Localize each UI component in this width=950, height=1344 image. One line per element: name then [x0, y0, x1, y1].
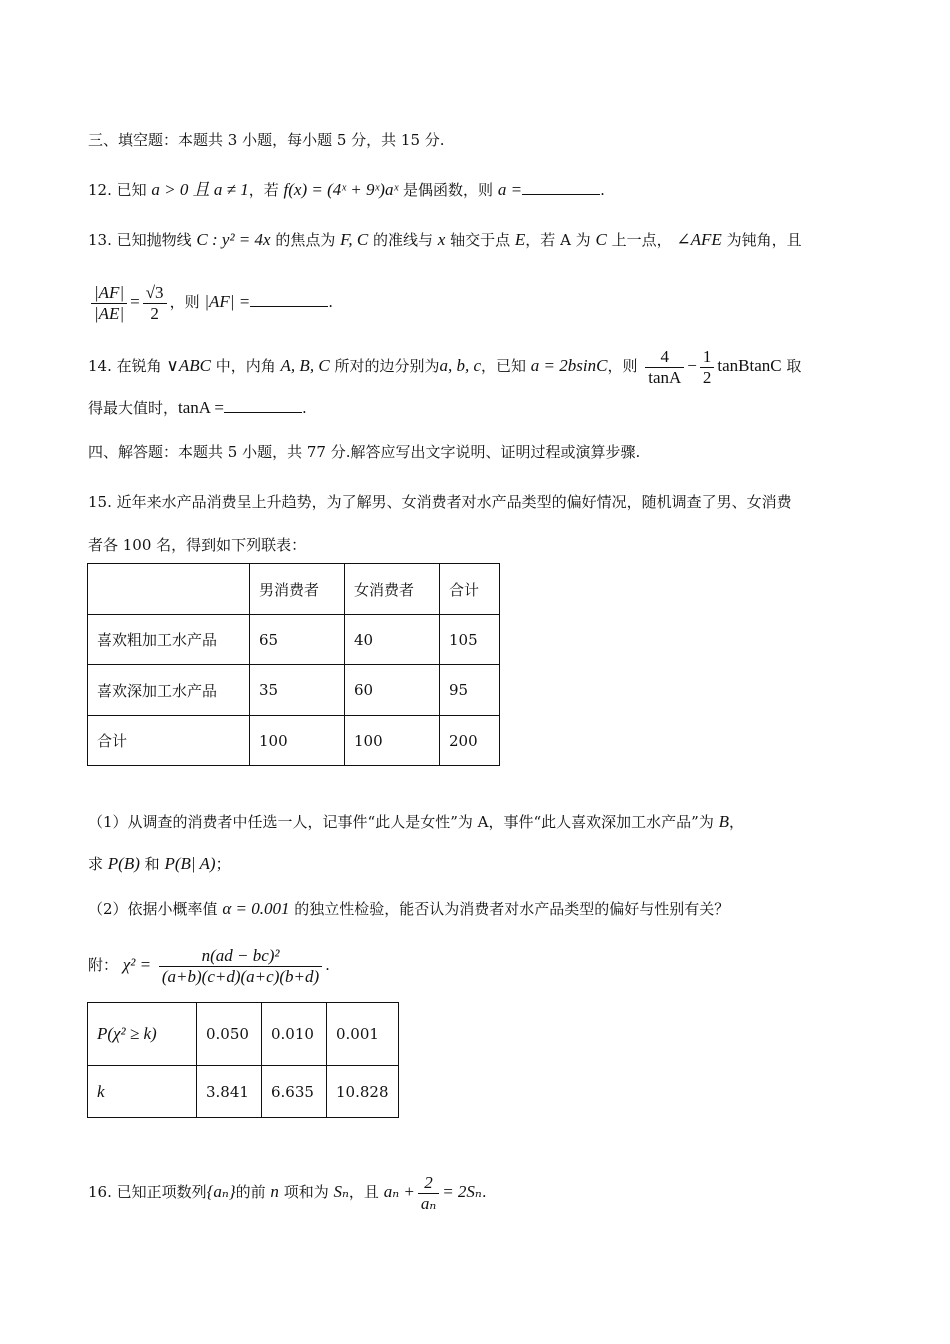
table-row	[88, 564, 500, 615]
question-14-line2	[88, 397, 307, 419]
table-cell: 95	[440, 665, 500, 716]
q15-chi-den: (a+b)(c+d)(a+c)(b+d)	[161, 966, 320, 986]
q14-sides: a, b, c	[439, 356, 481, 375]
q16-t1: 的前	[235, 1183, 266, 1201]
table-cell: 60	[345, 665, 440, 716]
q15-part1-line1	[88, 811, 744, 833]
q14-f1-num: 4	[645, 347, 684, 368]
q14-given: a = 2bsinC	[530, 356, 608, 375]
q13-x: x	[437, 230, 446, 249]
q14-ask: tanA =	[178, 398, 224, 417]
question-14	[88, 342, 801, 390]
q15-chi-lhs: χ² =	[122, 955, 152, 974]
q16-end: .	[481, 1183, 487, 1201]
table-row	[88, 1066, 399, 1118]
q15-alpha: α = 0.001	[222, 899, 290, 918]
q15-line2: 者各 100 名，得到如下列联表：	[88, 536, 307, 554]
q14-expr: tanBtanC	[717, 356, 782, 375]
table-header-male: 男消费者	[250, 564, 345, 615]
q15-part2	[88, 898, 729, 920]
q16-seq: {aₙ}	[206, 1182, 236, 1201]
q13-t6: 为钝角，且	[726, 231, 802, 249]
question-12	[88, 179, 605, 201]
q13-rhs	[143, 283, 167, 324]
q15-appendix	[88, 940, 330, 990]
q12-tail: 是偶函数，则	[403, 181, 494, 199]
q15-and: 和	[144, 855, 160, 873]
table-cell: P(χ² ≥ k)	[88, 1003, 197, 1066]
q14-answer-blank[interactable]	[224, 398, 302, 413]
q13-frac-num: |AF|	[91, 283, 127, 304]
q14-minus: −	[687, 356, 697, 375]
q13-t1: 的焦点为	[275, 231, 336, 249]
q14-frac1	[645, 347, 684, 388]
q13-t5: 上一点，	[611, 231, 672, 249]
table-cell: 100	[345, 716, 440, 766]
table-cell: 40	[345, 615, 440, 665]
q15-p2-pre: （2）依据小概率值	[88, 900, 218, 918]
q12-num: 12. 已知	[88, 181, 147, 199]
table-cell: 喜欢粗加工水产品	[88, 615, 250, 665]
q14-f2-num: 1	[700, 347, 715, 368]
q15-part1-line2	[88, 853, 231, 875]
q14-t5: 取	[786, 357, 802, 375]
table-cell: 6.635	[262, 1066, 327, 1118]
q16-f-den: aₙ	[420, 1193, 437, 1213]
q16-t3: ，且	[348, 1183, 379, 1201]
q14-frac2	[700, 347, 715, 388]
q13-end: .	[328, 293, 333, 311]
q16-lhs: aₙ +	[383, 1182, 415, 1201]
q15-chi-formula	[159, 946, 322, 987]
contingency-table	[87, 563, 500, 766]
table-cell: 喜欢深加工水产品	[88, 665, 250, 716]
table-cell: 100	[250, 716, 345, 766]
q16-n: n	[270, 1182, 279, 1201]
q14-t1: 中，内角	[215, 357, 276, 375]
table-cell: 0.001	[327, 1003, 399, 1066]
q15-pba: P(B| A)	[164, 854, 216, 873]
q13-ratio	[91, 283, 127, 324]
table-cell: k	[88, 1066, 197, 1118]
table-cell: 10.828	[327, 1066, 399, 1118]
q12-func: f(x) = (4ˣ + 9ˣ)aˣ	[283, 180, 399, 199]
q15-line1: 15. 近年来水产品消费呈上升趋势，为了解男、女消费者对水产品类型的偏好情况，随机调查了男、女消费	[88, 493, 792, 511]
table-cell: 200	[440, 716, 500, 766]
q13-parabola: C : y² = 4x	[196, 230, 271, 249]
table-cell: 0.010	[262, 1003, 327, 1066]
q15-p2-post: 的独立性检验，能否认为消费者对水产品类型的偏好与性别有关？	[294, 900, 730, 918]
q15-appendix-label: 附：	[88, 956, 119, 974]
q14-num: 14. 在锐角	[88, 357, 162, 375]
question-16	[88, 1168, 487, 1216]
table-cell: 65	[250, 615, 345, 665]
q13-t2: 的准线与	[372, 231, 433, 249]
q15-p1-end: ，	[729, 813, 745, 831]
q14-abc: A, B, C	[280, 356, 330, 375]
q14-f2-den: 2	[702, 367, 712, 387]
q14-t2: 所对的边分别为	[334, 357, 440, 375]
table-row	[88, 665, 500, 716]
q13-answer-blank[interactable]	[250, 292, 328, 307]
q12-ask: a =	[497, 180, 523, 199]
q12-answer-blank[interactable]	[522, 180, 600, 195]
q15-semi: ；	[215, 855, 231, 873]
q12-cond: a > 0 且 a ≠ 1	[151, 180, 249, 199]
q14-end: .	[301, 399, 307, 417]
q13-t4: ，若 A 为	[525, 231, 591, 249]
q15-pb: P(B)	[107, 854, 140, 873]
section3-header: 三、填空题：本题共 3 小题，每小题 5 分，共 15 分.	[88, 131, 445, 149]
q13-rhs-den: 2	[150, 303, 159, 323]
section4-header: 四、解答题：本题共 5 小题，共 77 分.解答应写出文字说明、证明过程或演算步骤.	[88, 443, 641, 461]
q14-t4: ，则	[607, 357, 638, 375]
q13-e: E	[514, 230, 526, 249]
table-cell: 105	[440, 615, 500, 665]
question-13	[88, 229, 802, 251]
table-cell: 0.050	[197, 1003, 262, 1066]
q13-t3: 轴交于点	[450, 231, 511, 249]
q16-t2: 项和为	[283, 1183, 329, 1201]
q16-f-num: 2	[418, 1173, 439, 1194]
table-cell: 3.841	[197, 1066, 262, 1118]
table-header-female: 女消费者	[345, 564, 440, 615]
q16-sn: Sₙ	[333, 1182, 349, 1201]
q12-end: .	[600, 181, 605, 199]
q15-chi-num: n(ad − bc)²	[159, 946, 322, 967]
q13-ask: |AF| =	[204, 292, 251, 311]
q12-mid: ，若	[248, 181, 279, 199]
table-row	[88, 1003, 399, 1066]
q14-tri: ∨ABC	[166, 356, 211, 375]
q14-t3: ，已知	[481, 357, 527, 375]
q13-frac-den: |AE|	[94, 303, 125, 323]
table-row	[88, 716, 500, 766]
q15-p1-b: B	[718, 812, 729, 831]
q15-chi-end: .	[325, 956, 330, 974]
q14-line2: 得最大值时，	[88, 399, 179, 417]
q13-t7: ，则	[169, 293, 200, 311]
q15-p1-text: （1）从调查的消费者中任选一人，记事件“此人是女性”为 A，事件“此人喜欢深加工水产品”为	[88, 813, 714, 831]
table-header-total: 合计	[440, 564, 500, 615]
table-cell: 35	[250, 665, 345, 716]
q16-num: 16. 已知正项数列	[88, 1183, 207, 1201]
table-row	[88, 615, 500, 665]
table-cell	[88, 564, 250, 615]
q13-c: C	[595, 230, 607, 249]
q13-num: 13. 已知抛物线	[88, 231, 192, 249]
table-cell: 合计	[88, 716, 250, 766]
q16-frac	[418, 1173, 439, 1214]
question-13-line2	[88, 278, 333, 326]
q13-rhs-num: √3	[143, 283, 167, 304]
q13-fc: F, C	[340, 230, 369, 249]
chi-square-table	[87, 1002, 399, 1118]
q13-angle: ∠AFE	[676, 230, 722, 249]
q14-f1-den: tanA	[648, 367, 682, 387]
q15-p1-pre: 求	[88, 855, 104, 873]
q16-rhs: = 2Sₙ	[442, 1182, 482, 1201]
q13-eq: =	[130, 292, 140, 311]
